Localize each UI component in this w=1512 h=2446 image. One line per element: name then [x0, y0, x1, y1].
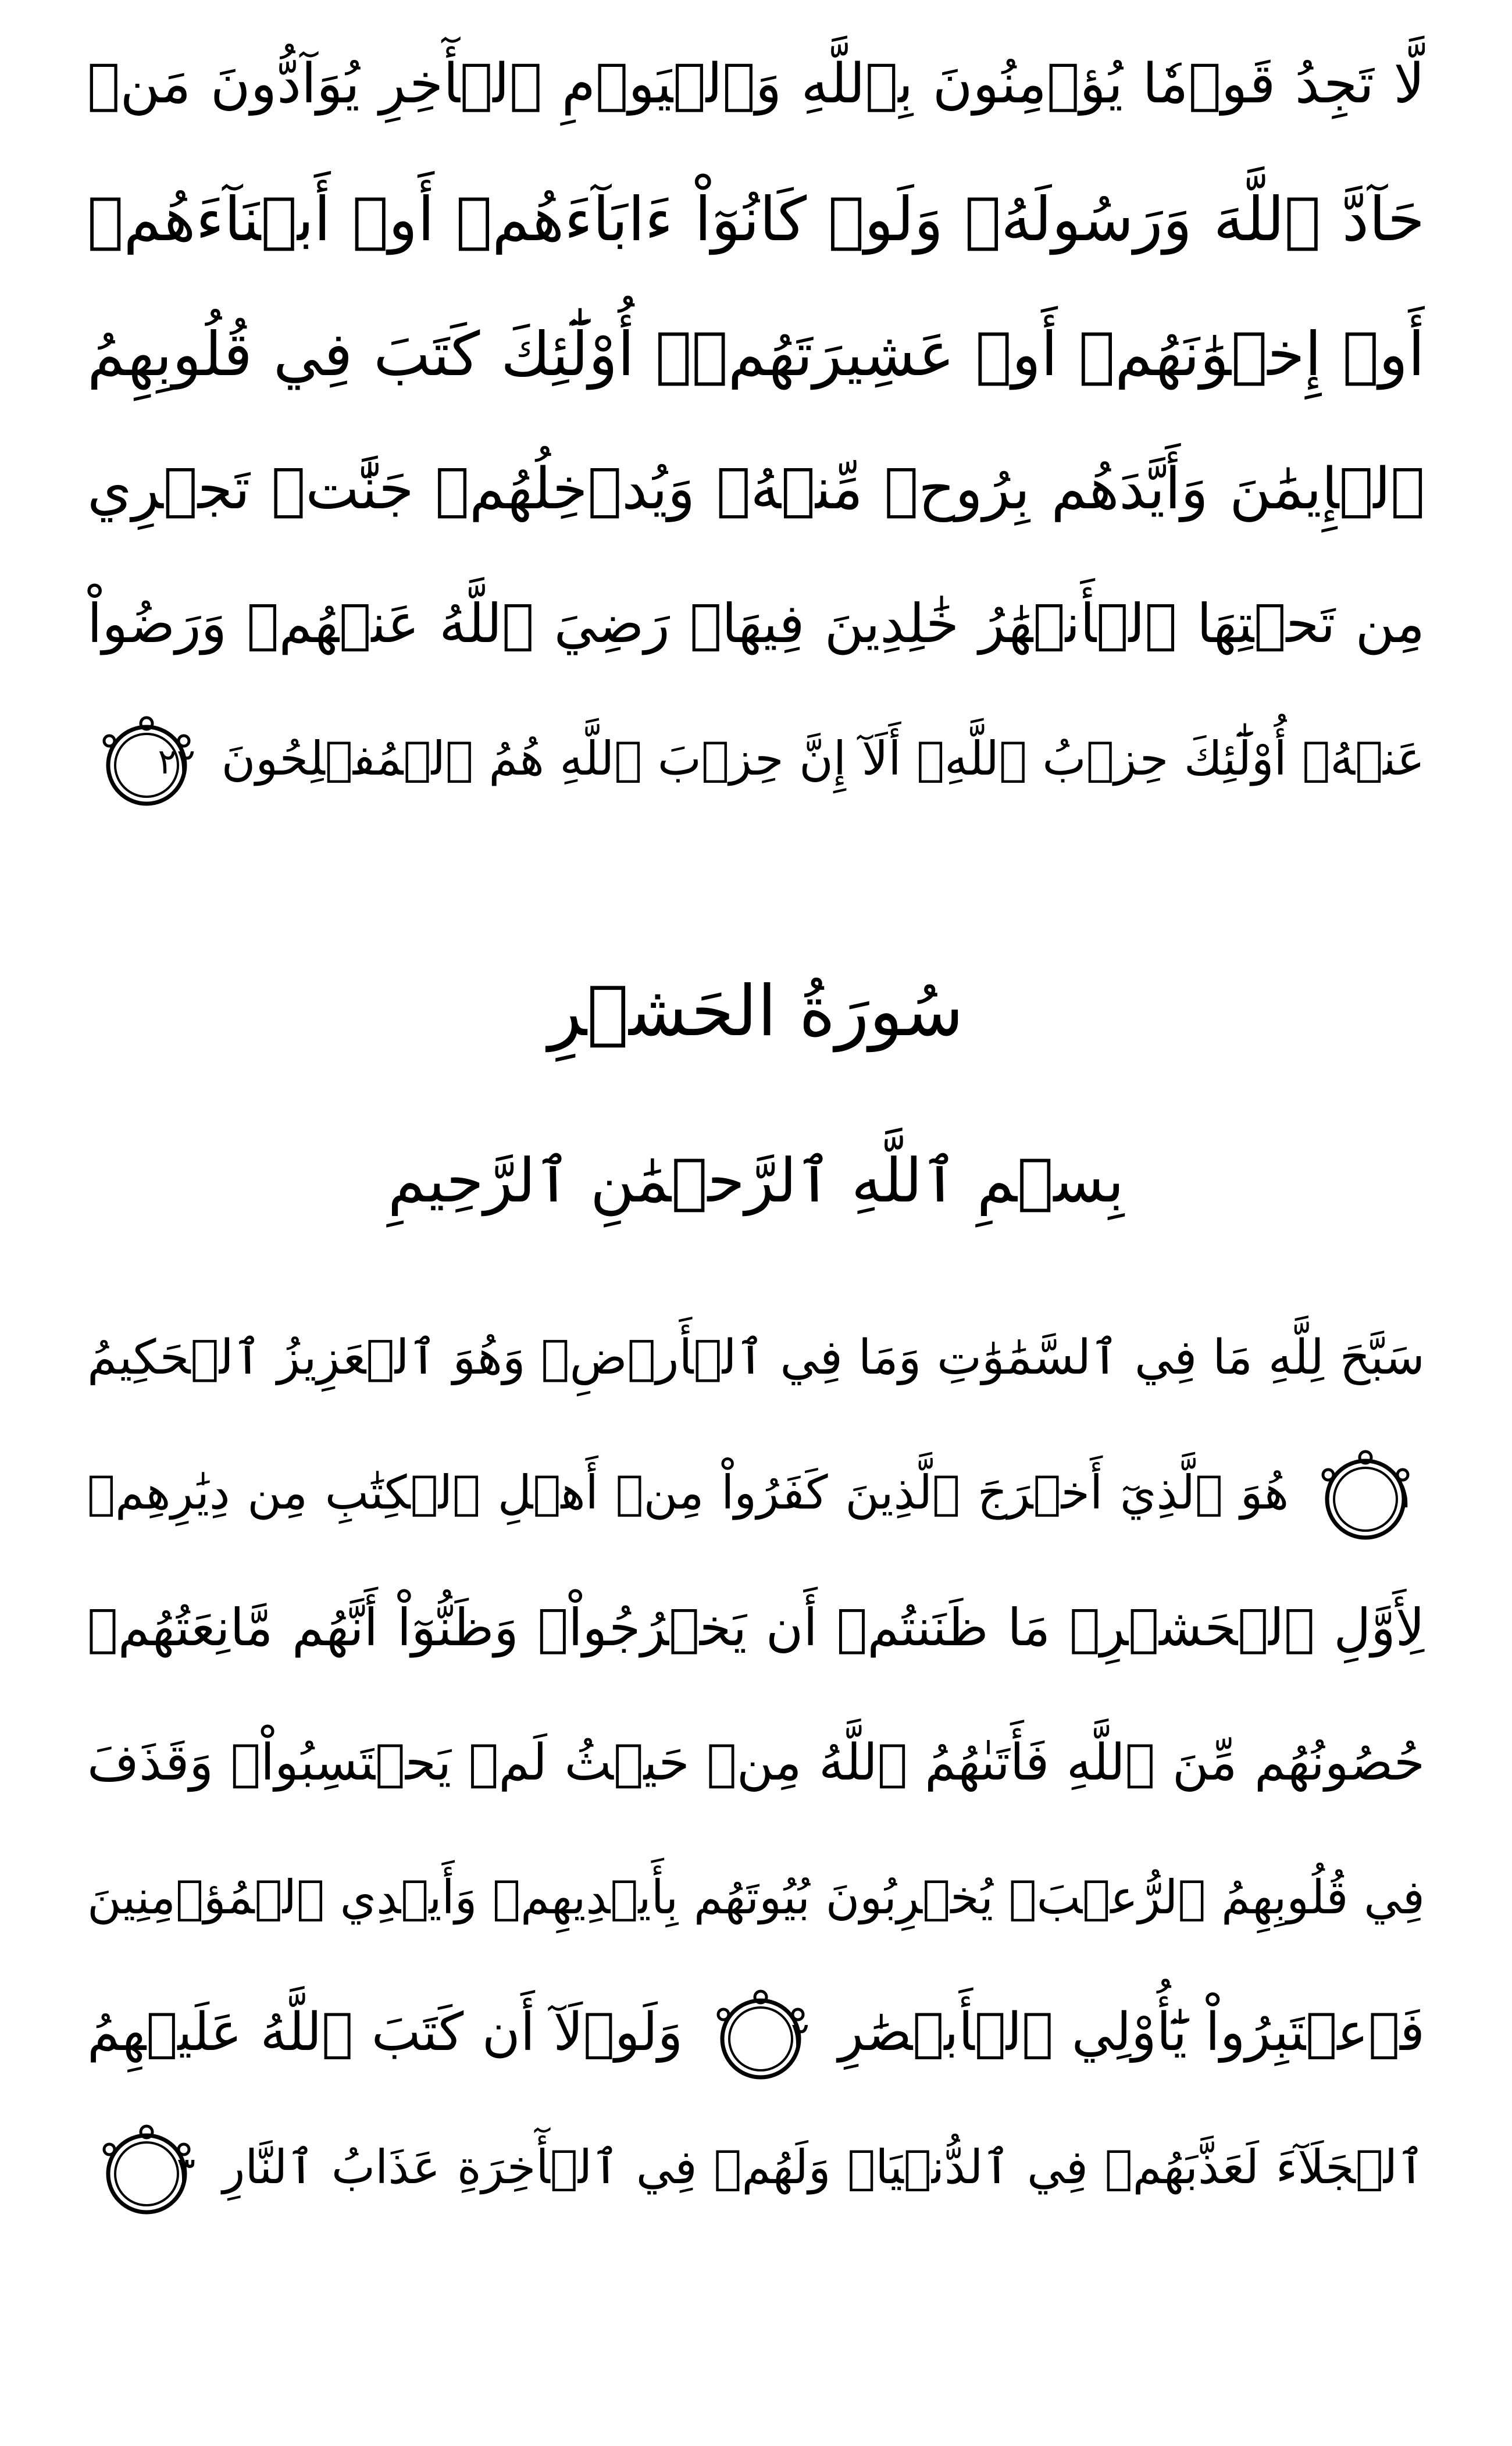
ayah-number-marker: [98, 2121, 195, 2219]
ayah-number-marker: [1317, 1447, 1414, 1545]
ayah-number-marker: [98, 713, 195, 811]
verse-text: مِن تَحۡتِهَا ٱلۡأَنۡهَٰرُ خَٰلِدِينَ فِيهَاۚ رَضِيَ ٱللَّهُ عَنۡهُمۡ وَرَضُواْ: [87, 593, 1425, 655]
verse-line-1: [87, 17, 1425, 151]
verse-text: عَنۡهُۚ أُوْلَٰٓئِكَ حِزۡبُ ٱللَّهِۚ أَلَآ إِنَّ حِزۡبَ ٱللَّهِ هُمُ ٱلۡمُفۡلِحُونَ: [221, 732, 1425, 786]
verse-line-5: [87, 557, 1425, 691]
verse-line-8: [87, 1426, 1425, 1560]
verse-line-12: [87, 1966, 1425, 2099]
ayah-number: ٢٢: [158, 741, 195, 783]
ayah-number: ١: [1395, 1475, 1415, 1517]
verse-line-11: [87, 1831, 1425, 1964]
verse-text: حَآدَّ ٱللَّهَ وَرَسُولَهُۥ وَلَوۡ كَانُوٓاْ ءَابَآءَهُمۡ أَوۡ أَبۡنَآءَهُمۡ: [87, 184, 1425, 255]
verse-text: فَٱعۡتَبِرُواْ يَٰٓأُوْلِي ٱلۡأَبۡصَٰرِ: [838, 2002, 1425, 2063]
verse-line-3: [87, 287, 1425, 421]
verse-text: ٱلۡجَلَآءَ لَعَذَّبَهُمۡ فِي ٱلدُّنۡيَاۖ وَلَهُمۡ فِي ٱلۡأٓخِرَةِ عَذَابُ ٱلنَّارِ: [222, 2140, 1425, 2194]
verse-line-9: [87, 1561, 1425, 1695]
basmala: بِسۡمِ ٱللَّهِ ٱلرَّحۡمَٰنِ ٱلرَّحِيمِ: [387, 1145, 1125, 1216]
verse-line-7: [87, 1291, 1425, 1425]
verse-text: فِي قُلُوبِهِمُ ٱلرُّعۡبَۚ يُخۡرِبُونَ بُيُوتَهُم بِأَيۡدِيهِمۡ وَأَيۡدِي ٱلۡمُؤۡمِنِينَ: [87, 1870, 1425, 1924]
verse-text: هُوَ ٱلَّذِيٓ أَخۡرَجَ ٱلَّذِينَ كَفَرُواْ مِنۡ أَهۡلِ ٱلۡكِتَٰبِ مِن دِيَٰرِهِمۡ: [87, 1466, 1289, 1520]
verse-text: حُصُونُهُم مِّنَ ٱللَّهِ فَأَتَىٰهُمُ ٱللَّهُ مِنۡ حَيۡثُ لَمۡ يَحۡتَسِبُواْۖ وَقَذَفَ: [87, 1734, 1425, 1792]
ayah-number: ٣: [176, 2150, 195, 2191]
ayah-number-marker: [712, 1987, 810, 2084]
verse-text: أَوۡ إِخۡوَٰنَهُمۡ أَوۡ عَشِيرَتَهُمۡۚ أُوْلَٰٓئِكَ كَتَبَ فِي قُلُوبِهِمُ: [87, 319, 1425, 390]
verse-text: ٱلۡإِيمَٰنَ وَأَيَّدَهُم بِرُوحٖ مِّنۡهُۖ وَيُدۡخِلُهُمۡ جَنَّٰتٖ تَجۡرِي: [87, 456, 1425, 522]
verse-line-6: [87, 692, 1425, 826]
verse-line-4: [87, 422, 1425, 556]
verse-text: وَلَوۡلَآ أَن كَتَبَ ٱللَّهُ عَلَيۡهِمُ: [87, 2002, 683, 2063]
ayah-number: ٢: [790, 2015, 810, 2056]
verse-text: سَبَّحَ لِلَّهِ مَا فِي ٱلسَّمَٰوَٰتِ وَمَا فِي ٱلۡأَرۡضِۖ وَهُوَ ٱلۡعَزِيزُ ٱلۡحَكِيمُ: [87, 1330, 1425, 1385]
verse-line-2: [87, 152, 1425, 286]
verse-line-10: [87, 1696, 1425, 1830]
verse-text: لَّا تَجِدُ قَوۡمٗا يُؤۡمِنُونَ بِٱللَّهِ وَٱلۡيَوۡمِ ٱلۡأٓخِرِ يُوَآدُّونَ مَنۡ: [87, 52, 1425, 116]
verse-line-13: [87, 2101, 1425, 2234]
surah-title: سُورَةُ الحَشۡرِ: [548, 971, 964, 1052]
verse-text: لِأَوَّلِ ٱلۡحَشۡرِۚ مَا ظَنَنتُمۡ أَن يَخۡرُجُواْۖ وَظَنُّوٓاْ أَنَّهُم مَّانِعَتُهُمۡ: [87, 1598, 1425, 1657]
